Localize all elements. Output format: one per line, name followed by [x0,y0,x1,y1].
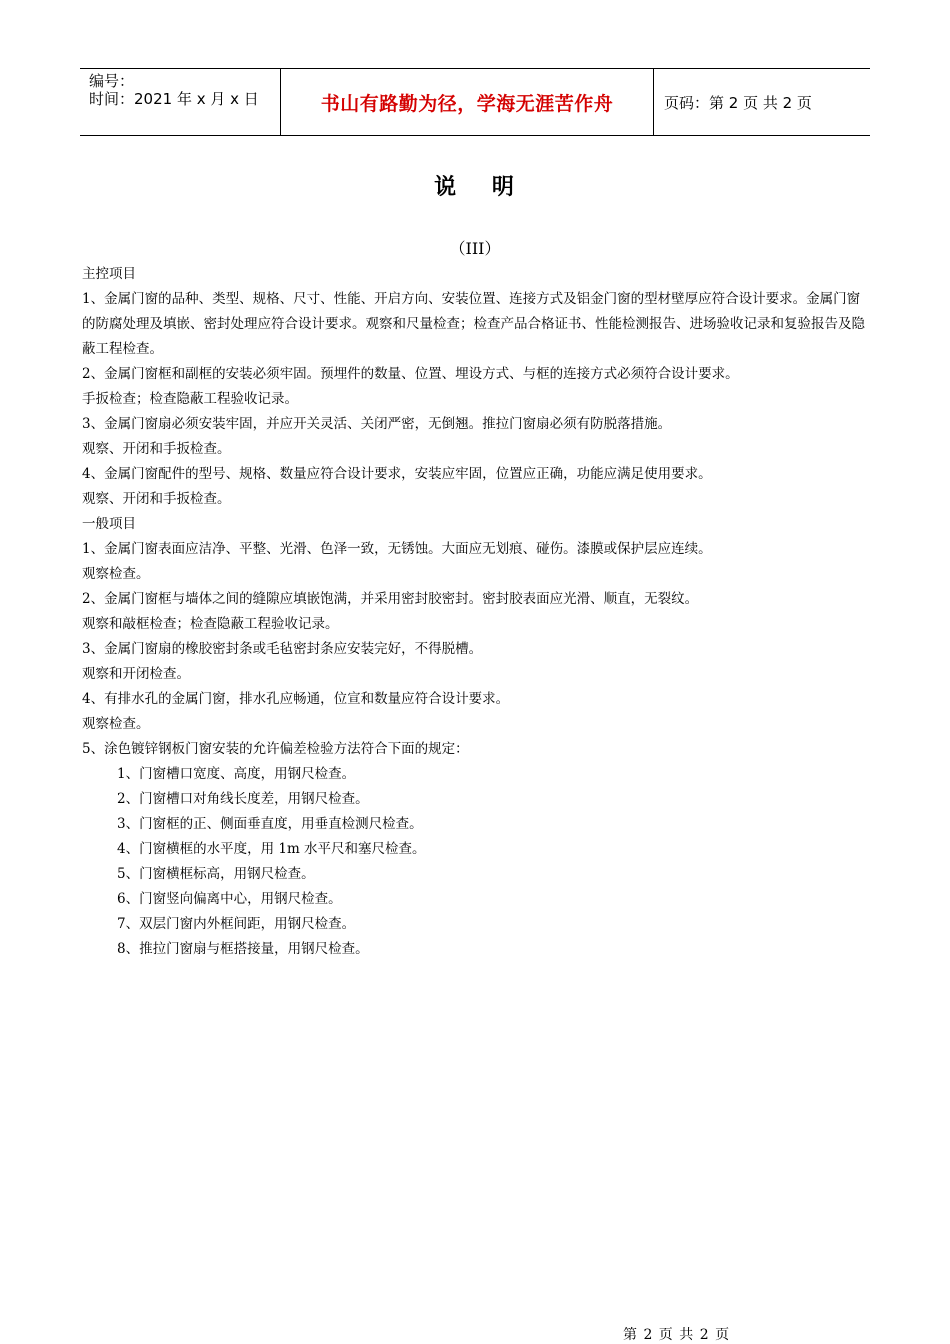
header-motto-cell [281,69,654,135]
paragraph: 4、有排水孔的金属门窗，排水孔应畅通，位宣和数量应符合设计要求。 [82,691,510,707]
sub-item: 2、门窗槽口对角线长度差，用钢尺检查。 [117,791,369,807]
paragraph: 3、金属门窗扇必须安装牢固，并应开关灵活、关闭严密，无倒翘。推拉门窗扇必须有防脱落措施。 [82,416,672,432]
paragraph: 2、金属门窗框与墙体之间的缝隙应填嵌饱满，并采用密封胶密封。密封胶表面应光滑、顺直，无裂纹。 [82,591,699,607]
page-footer: 第 2 页 共 2 页 [623,1327,731,1343]
document-title: 说 明 [434,175,516,200]
paragraph: 3、金属门窗扇的橡胶密封条或毛毡密封条应安装完好，不得脱槽。 [82,641,483,657]
paragraph: 2、金属门窗框和副框的安装必须牢固。预埋件的数量、位置、埋设方式、与框的连接方式必须符合设计要求。 [82,366,739,382]
sub-item: 1、门窗槽口宽度、高度，用钢尺检查。 [117,766,356,782]
sub-item: 5、门窗横框标高，用钢尺检查。 [117,866,315,882]
paragraph: 观察检查。 [82,566,150,582]
paragraph: 观察、开闭和手扳检查。 [82,441,231,457]
paragraph: 观察、开闭和手扳检查。 [82,491,231,507]
document-subtitle: （III） [449,239,501,258]
header-page-cell [654,69,870,135]
header-page-number: 页码：第 2 页 共 2 页 [664,93,812,112]
header-motto: 书山有路勤为径，学海无涯苦作舟 [320,92,614,115]
sub-item: 8、推拉门窗扇与框搭接量，用钢尺检查。 [117,941,369,957]
header-table [80,68,870,136]
document-date: 时间：2021 年 x 月 x 日 [89,90,259,108]
paragraph: 5、涂色镀锌钢板门窗安装的允许偏差检验方法符合下面的规定： [82,741,469,757]
sub-item: 6、门窗竖向偏离中心，用钢尺检查。 [117,891,342,907]
paragraph: 4、金属门窗配件的型号、规格、数量应符合设计要求，安装应牢固，位置应正确，功能应满足使用要求。 [82,466,712,482]
paragraph: 1、金属门窗表面应洁净、平整、光滑、色泽一致，无锈蚀。大面应无划痕、碰伤。漆膜或保护层应连续。 [82,541,712,557]
paragraph: 1、金属门窗的品种、类型、规格、尺寸、性能、开启方向、安装位置、连接方式及铝金门窗的型材壁厚应符合设计要求。金属门窗的防腐处理及填嵌、密封处理应符合设计要求。观察和尺量检查；检查产品合格证书、性能检测报告、进场验收记录和复验报告及隐蔽工程检查。 [82,291,865,357]
document-body [82,262,872,962]
header-info-cell [80,69,281,135]
sub-item: 4、门窗横框的水平度，用 1m 水平尺和塞尺检查。 [117,841,426,857]
sub-item: 7、双层门窗内外框间距，用钢尺检查。 [117,916,356,932]
sub-item: 3、门窗框的正、侧面垂直度，用垂直检测尺检查。 [117,816,423,832]
paragraph: 观察和敲框检查；检查隐蔽工程验收记录。 [82,616,339,632]
paragraph: 观察检查。 [82,716,150,732]
paragraph: 手扳检查；检查隐蔽工程验收记录。 [82,391,298,407]
paragraph: 观察和开闭检查。 [82,666,190,682]
section-heading-main-control: 主控项目 [82,266,136,282]
document-number-label: 编号： [89,72,135,90]
section-heading-general: 一般项目 [82,516,136,532]
